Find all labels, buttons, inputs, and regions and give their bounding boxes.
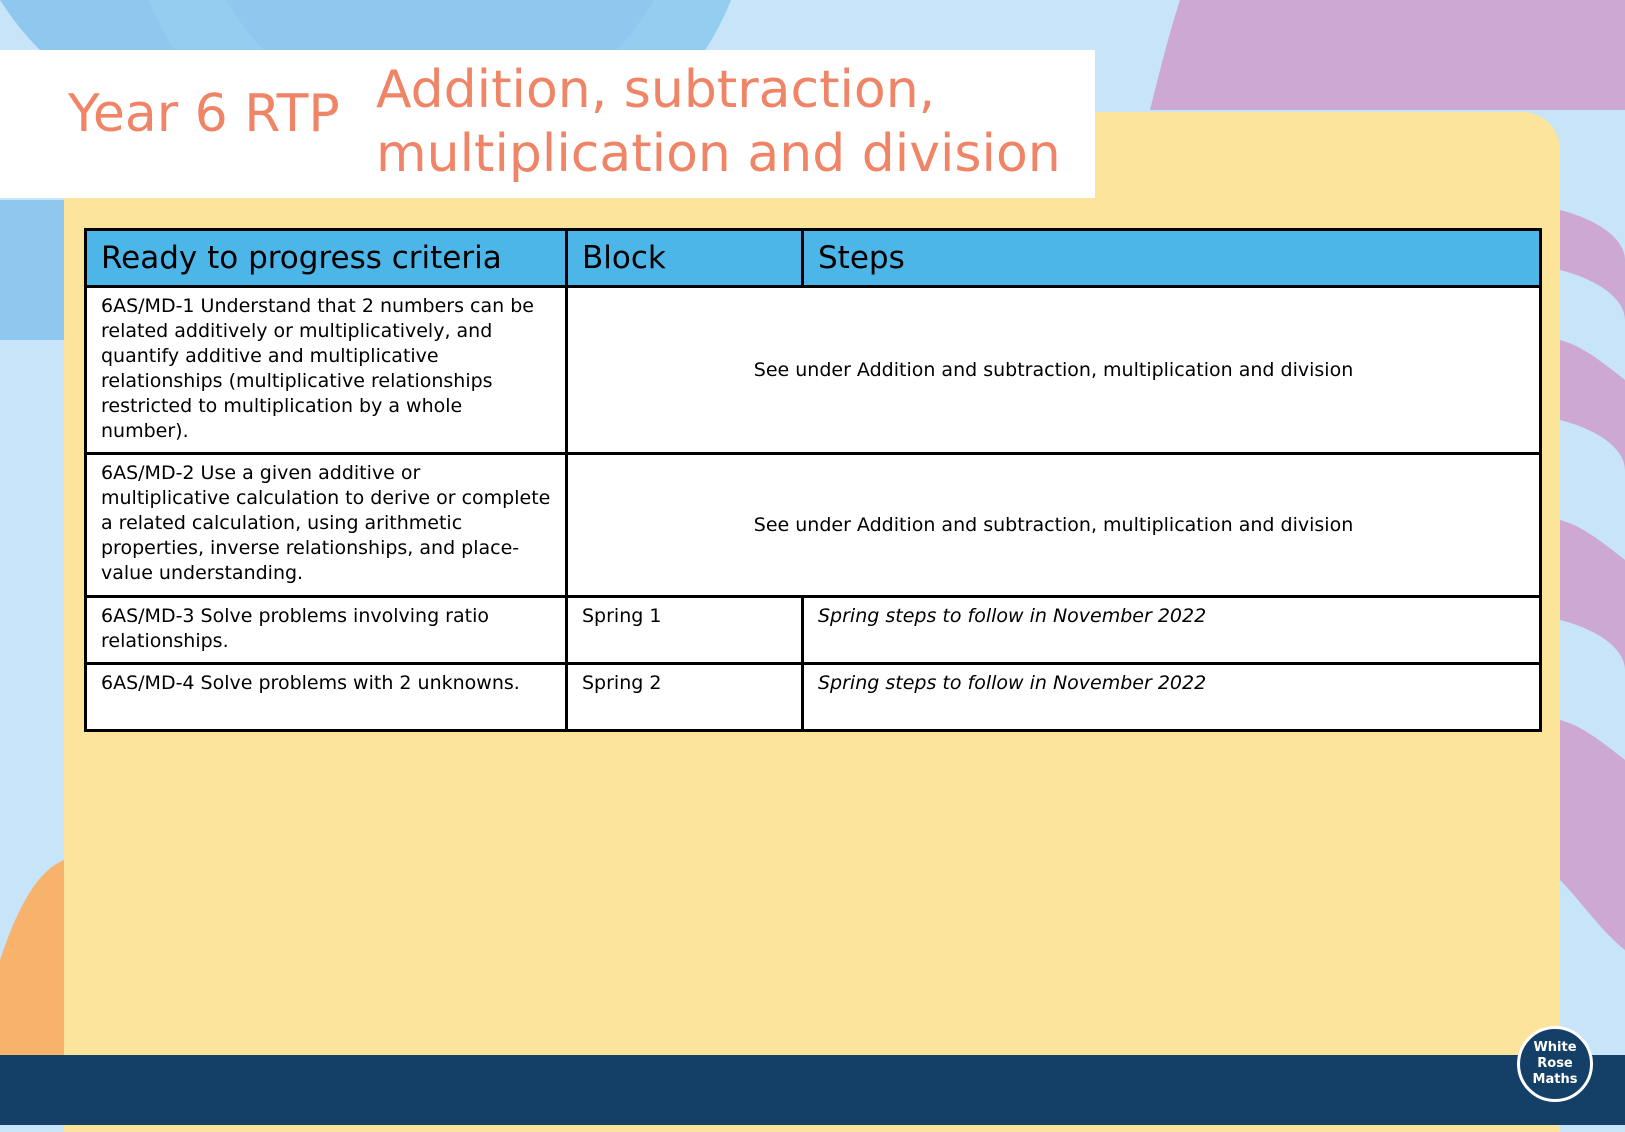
column-header-block: Block: [567, 230, 803, 287]
rtp-table: [84, 228, 1542, 732]
bg-orange-corner: [0, 860, 64, 1055]
merged-steps-cell: See under Addition and subtraction, multiplication and division: [567, 287, 1541, 454]
logo-text-line-3: Maths: [1532, 1072, 1578, 1087]
footer-bar: [0, 1055, 1625, 1125]
steps-cell: Spring steps to follow in November 2022: [803, 597, 1541, 664]
topic-title: [376, 58, 1076, 186]
topic-title-line-1: Addition, subtraction,: [376, 60, 936, 120]
table-header-row: [86, 230, 1541, 287]
criteria-cell: 6AS/MD-4 Solve problems with 2 unknowns.: [86, 664, 567, 731]
criteria-cell: 6AS/MD-3 Solve problems involving ratio relationships.: [86, 597, 567, 664]
year-title: Year 6 RTP: [68, 84, 340, 144]
column-header-criteria: Ready to progress criteria: [86, 230, 567, 287]
bg-purple-shape-top: [1150, 0, 1625, 110]
topic-title-line-2: multiplication and division: [376, 124, 1061, 184]
criteria-cell: 6AS/MD-1 Understand that 2 numbers can be related additively or multiplicatively, and quantify additive and multiplicative relationships (multiplicative relationships restricted to multiplication by a whole number).: [86, 287, 567, 454]
logo-text-line-1: White: [1533, 1040, 1577, 1055]
table-row: [86, 454, 1541, 597]
table-row: [86, 664, 1541, 731]
block-cell: Spring 1: [567, 597, 803, 664]
white-rose-maths-logo: [1517, 1026, 1593, 1102]
block-cell: Spring 2: [567, 664, 803, 731]
column-header-steps: Steps: [803, 230, 1541, 287]
criteria-cell: 6AS/MD-2 Use a given additive or multiplicative calculation to derive or complete a related calculation, using arithmetic properties, inverse relationships, and place-value understanding.: [86, 454, 567, 597]
steps-cell: Spring steps to follow in November 2022: [803, 664, 1541, 731]
bg-blue-left-stripe: [0, 200, 64, 340]
table-row: [86, 597, 1541, 664]
table-row: [86, 287, 1541, 454]
merged-steps-cell: See under Addition and subtraction, multiplication and division: [567, 454, 1541, 597]
logo-text-line-2: Rose: [1537, 1056, 1573, 1071]
